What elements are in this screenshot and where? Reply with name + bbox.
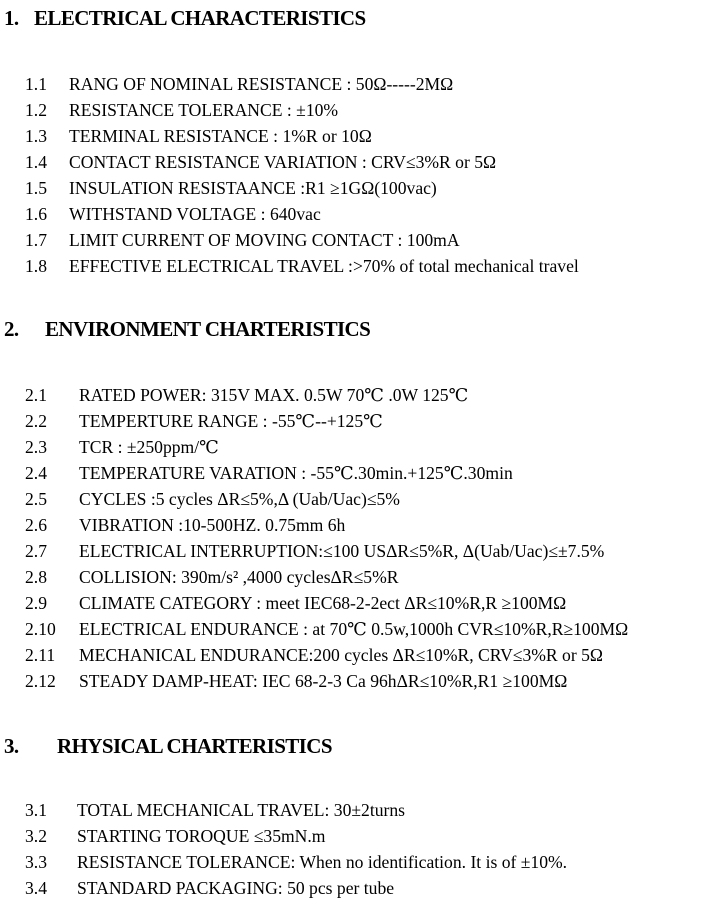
item-number: 1.8	[25, 256, 47, 276]
list-item	[25, 71, 579, 97]
item-text: RESISTANCE TOLERANCE : ±10%	[69, 100, 339, 120]
item-text: TOTAL MECHANICAL TRAVEL: 30±2turns	[77, 800, 406, 820]
list-item	[25, 823, 567, 849]
item-number: 1.4	[25, 152, 47, 172]
electrical-characteristics-list	[25, 71, 579, 279]
item-text: ELECTRICAL INTERRUPTION:≤100 USΔR≤5%R, Δ(Uab/Uac)≤±7.5%	[79, 541, 605, 561]
list-item	[25, 668, 628, 694]
item-text: TEMPERTURE RANGE : -55℃--+125℃	[79, 411, 383, 431]
list-item	[25, 616, 628, 642]
item-text: WITHSTAND VOLTAGE : 640vac	[69, 204, 321, 224]
item-number: 1.2	[25, 100, 47, 120]
item-number: 3.2	[25, 826, 47, 846]
list-item	[25, 201, 579, 227]
section-title: ENVIRONMENT CHARTERISTICS	[45, 317, 371, 341]
item-text: RESISTANCE TOLERANCE: When no identification. It is of ±10%.	[77, 852, 568, 872]
list-item	[25, 512, 628, 538]
item-text: STARTING TOROQUE ≤35mN.m	[77, 826, 326, 846]
item-text: EFFECTIVE ELECTRICAL TRAVEL :>70% of total mechanical travel	[69, 256, 579, 276]
section-title: RHYSICAL CHARTERISTICS	[57, 734, 332, 758]
item-text: CYCLES :5 cycles ΔR≤5%,Δ (Uab/Uac)≤5%	[79, 489, 400, 509]
item-text: VIBRATION :10-500HZ. 0.75mm 6h	[79, 515, 346, 535]
item-text: LIMIT CURRENT OF MOVING CONTACT : 100mA	[69, 230, 460, 250]
list-item	[25, 642, 628, 668]
item-number: 2.2	[25, 411, 47, 431]
item-number: 1.5	[25, 178, 47, 198]
environment-characteristics-list	[25, 382, 628, 694]
list-item	[25, 564, 628, 590]
item-number: 2.3	[25, 437, 47, 457]
list-item	[25, 408, 628, 434]
item-number: 2.8	[25, 567, 47, 587]
list-item	[25, 486, 628, 512]
item-number: 2.6	[25, 515, 47, 535]
list-item	[25, 253, 579, 279]
list-item	[25, 538, 628, 564]
item-text: TCR : ±250ppm/℃	[79, 437, 219, 457]
item-text: STANDARD PACKAGING: 50 pcs per tube	[77, 878, 395, 898]
item-text: INSULATION RESISTAANCE :R1 ≥1GΩ(100vac)	[69, 178, 437, 198]
list-item	[25, 227, 579, 253]
item-number: 2.4	[25, 463, 47, 483]
item-number: 1.3	[25, 126, 47, 146]
list-item	[25, 434, 628, 460]
section-heading-electrical	[4, 5, 366, 31]
item-text: ELECTRICAL ENDURANCE : at 70℃ 0.5w,1000h CVR≤10%R,R≥100MΩ	[79, 619, 629, 639]
section-heading-physical	[4, 733, 332, 759]
item-number: 3.1	[25, 800, 47, 820]
list-item	[25, 590, 628, 616]
list-item	[25, 875, 567, 901]
item-number: 3.3	[25, 852, 47, 872]
item-text: COLLISION: 390m/s² ,4000 cyclesΔR≤5%R	[79, 567, 399, 587]
item-text: RATED POWER: 315V MAX. 0.5W 70℃ .0W 125℃	[79, 385, 469, 405]
section-number: 3.	[4, 734, 19, 758]
item-number: 2.10	[25, 619, 56, 639]
section-number: 1.	[4, 6, 19, 30]
item-text: TERMINAL RESISTANCE : 1%R or 10Ω	[69, 126, 372, 146]
item-number: 3.4	[25, 878, 47, 898]
item-text: TEMPERATURE VARATION : -55℃.30min.+125℃.30min	[79, 463, 513, 483]
section-title: ELECTRICAL CHARACTERISTICS	[34, 6, 366, 30]
item-number: 2.11	[25, 645, 56, 665]
section-number: 2.	[4, 317, 19, 341]
item-number: 2.1	[25, 385, 47, 405]
item-number: 1.1	[25, 74, 47, 94]
list-item	[25, 382, 628, 408]
list-item	[25, 149, 579, 175]
item-text: RANG OF NOMINAL RESISTANCE : 50Ω-----2MΩ	[69, 74, 454, 94]
item-text: MECHANICAL ENDURANCE:200 cycles ΔR≤10%R, CRV≤3%R or 5Ω	[79, 645, 603, 665]
item-text: CLIMATE CATEGORY : meet IEC68-2-2ect ΔR≤10%R,R ≥100MΩ	[79, 593, 567, 613]
item-number: 1.6	[25, 204, 47, 224]
item-text: STEADY DAMP-HEAT: IEC 68-2-3 Ca 96hΔR≤10%R,R1 ≥100MΩ	[79, 671, 568, 691]
item-text: CONTACT RESISTANCE VARIATION : CRV≤3%R or 5Ω	[69, 152, 497, 172]
section-heading-environment	[4, 316, 370, 342]
item-number: 2.12	[25, 671, 56, 691]
item-number: 2.9	[25, 593, 47, 613]
physical-characteristics-list	[25, 797, 567, 901]
list-item	[25, 97, 579, 123]
list-item	[25, 123, 579, 149]
list-item	[25, 797, 567, 823]
item-number: 1.7	[25, 230, 47, 250]
list-item	[25, 849, 567, 875]
item-number: 2.7	[25, 541, 47, 561]
list-item	[25, 175, 579, 201]
list-item	[25, 460, 628, 486]
item-number: 2.5	[25, 489, 47, 509]
